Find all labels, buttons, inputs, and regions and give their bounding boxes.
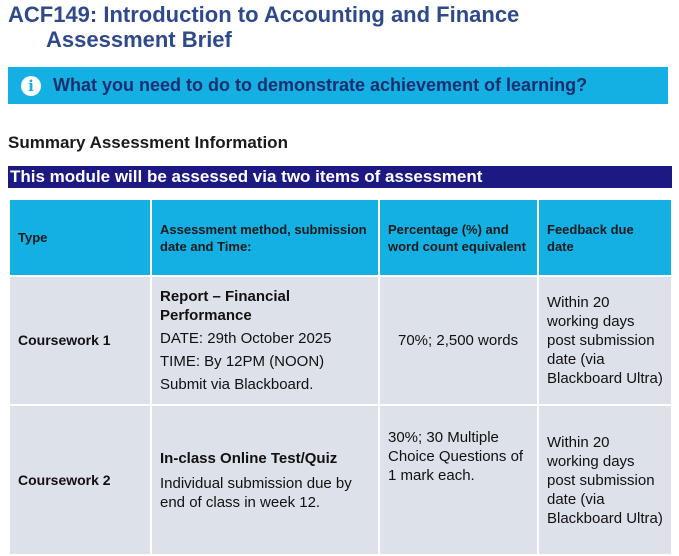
method-submit: Submit via Blackboard.	[160, 376, 314, 393]
section-heading: Summary Assessment Information	[8, 133, 288, 152]
row-percentage: 30%; 30 Multiple Choice Questions of 1 mark each.	[379, 405, 538, 555]
row-type: Coursework 2	[9, 405, 151, 555]
header-type: Type	[9, 199, 151, 276]
header-feedback: Feedback due date	[538, 199, 672, 276]
method-date: DATE: 29th October 2025	[160, 330, 332, 347]
table-row	[9, 405, 672, 555]
page-title	[8, 2, 519, 52]
method-time: TIME: By 12PM (NOON)	[160, 353, 325, 370]
table-header-row	[9, 199, 672, 276]
row-percentage: 70%; 2,500 words	[379, 276, 538, 405]
row-method	[151, 276, 379, 405]
method-detail: Individual submission due by end of class in week 12.	[160, 474, 352, 511]
title-line-1: ACF149: Introduction to Accounting and Finance	[8, 2, 520, 27]
method-title: Report – Financial Performance	[160, 288, 291, 324]
row-type: Coursework 1	[9, 276, 151, 405]
row-method	[151, 405, 379, 555]
table-row	[9, 276, 672, 405]
assessment-table	[8, 198, 673, 556]
callout-text: What you need to do to demonstrate achievement of learning?	[53, 75, 588, 95]
assessment-banner: This module will be assessed via two items of assessment	[8, 166, 672, 188]
learning-callout	[8, 67, 668, 104]
row-feedback: Within 20 working days post submission date (via Blackboard Ultra)	[538, 276, 672, 405]
header-method: Assessment method, submission date and Time:	[151, 199, 379, 276]
title-line-2: Assessment Brief	[46, 27, 232, 52]
method-title: In-class Online Test/Quiz	[160, 449, 338, 467]
info-icon: i	[21, 76, 41, 96]
header-percentage: Percentage (%) and word count equivalent	[379, 199, 538, 276]
row-feedback: Within 20 working days post submission date (via Blackboard Ultra)	[538, 405, 672, 555]
